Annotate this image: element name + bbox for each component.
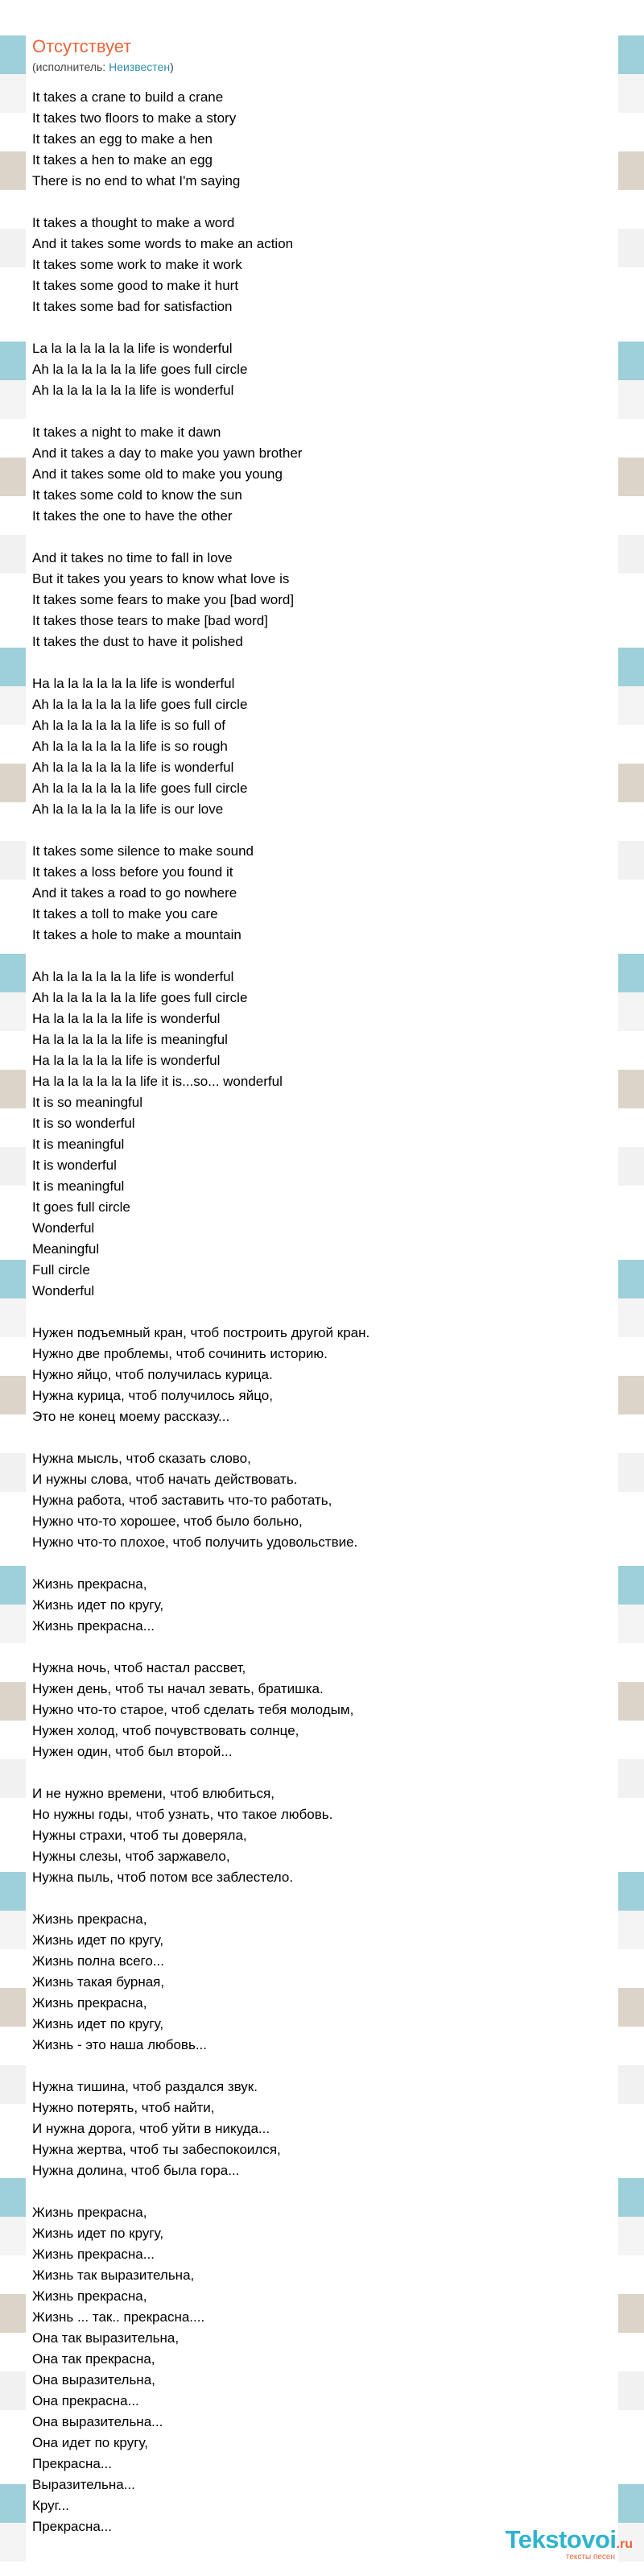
- lyric-line: Она так выразительна,: [32, 2330, 180, 2346]
- lyric-line: Жизнь прекрасна...: [32, 1618, 155, 1634]
- lyric-line: Жизнь - это наша любовь...: [32, 2037, 207, 2052]
- lyric-line: И не нужно времени, чтоб влюбиться,: [32, 1786, 275, 1801]
- lyric-line: It takes some fears to make you [bad word]: [32, 592, 295, 607]
- lyric-line: And it takes a road to go nowhere: [32, 885, 237, 901]
- lyric-line: There is no end to what I'm saying: [32, 173, 241, 188]
- lyric-line: И нужны слова, чтоб начать действовать.: [32, 1472, 298, 1487]
- lyric-line: It takes some cold to know the sun: [32, 487, 242, 503]
- lyric-line: It takes those tears to make [bad word]: [32, 613, 268, 628]
- lyric-line: Нужна пыль, чтоб потом все заблестело.: [32, 1870, 294, 1885]
- lyric-line: It takes an egg to make a hen: [32, 131, 213, 147]
- lyric-line: Жизнь идет по кругу,: [32, 1597, 164, 1613]
- lyric-line: It goes full circle: [32, 1199, 130, 1215]
- lyric-line: Она выразительна...: [32, 2414, 163, 2429]
- lyric-line: It is wonderful: [32, 1158, 117, 1173]
- lyric-line: Нужна тишина, чтоб раздался звук.: [32, 2079, 258, 2094]
- lyric-line: Прекрасна...: [32, 2456, 112, 2471]
- lyric-line: Но нужны годы, чтоб узнать, что такое любовь.: [32, 1807, 333, 1822]
- lyrics-stanza: [32, 338, 618, 401]
- lyrics-stanza: [32, 548, 618, 652]
- lyrics-stanza: [32, 1658, 618, 1762]
- artist-suffix: ): [170, 60, 174, 73]
- lyric-line: Жизнь полна всего...: [32, 1953, 164, 1969]
- lyric-line: Ah la la la la la la life goes full circle: [32, 697, 248, 712]
- lyric-line: Full circle: [32, 1262, 90, 1278]
- lyrics-stanza: [32, 841, 618, 946]
- lyric-line: Нужно потерять, чтоб найти,: [32, 2100, 215, 2115]
- lyric-line: It is meaningful: [32, 1178, 125, 1194]
- lyric-line: Ah la la la la la la life goes full circle: [32, 362, 248, 377]
- lyric-line: Meaningful: [32, 1241, 100, 1257]
- lyric-line: And it takes a day to make you yawn brother: [32, 445, 303, 461]
- lyric-line: Ah la la la la la la life is so rough: [32, 739, 228, 754]
- lyric-line: It takes a toll to make you care: [32, 906, 218, 921]
- lyrics-text: [26, 87, 618, 2537]
- logo-tagline: тексты песен: [565, 2553, 615, 2562]
- lyric-line: Прекрасна...: [32, 2519, 112, 2534]
- lyrics-stanza: [32, 1783, 618, 1888]
- lyric-line: And it takes no time to fall in love: [32, 550, 233, 565]
- lyric-line: Нужна мысль, чтоб сказать слово,: [32, 1451, 251, 1466]
- lyric-line: Ah la la la la la la life goes full circle: [32, 781, 248, 796]
- lyric-line: It takes some good to make it hurt: [32, 278, 239, 293]
- lyrics-stanza: [32, 1448, 618, 1553]
- lyric-line: Wonderful: [32, 1220, 95, 1236]
- lyric-line: It takes some silence to make sound: [32, 843, 254, 859]
- lyric-line: Жизнь такая бурная,: [32, 1974, 165, 1990]
- lyric-line: Жизнь прекрасна,: [32, 2205, 147, 2220]
- lyric-line: It takes the one to have the other: [32, 508, 233, 524]
- lyric-line: Она так прекрасна,: [32, 2351, 155, 2367]
- lyric-line: But it takes you years to know what love is: [32, 571, 290, 586]
- lyric-line: Жизнь идет по кругу,: [32, 2226, 164, 2241]
- lyric-line: Нужно две проблемы, чтоб сочинить историю.: [32, 1346, 328, 1361]
- lyric-line: Ah la la la la la la life goes full circle: [32, 990, 248, 1005]
- lyric-line: La la la la la la la life is wonderful: [32, 341, 233, 356]
- lyric-line: It takes two floors to make a story: [32, 110, 237, 126]
- song-header: [26, 0, 618, 74]
- logo-tld: .ru: [616, 2537, 633, 2551]
- lyrics-stanza: [32, 213, 618, 317]
- lyric-line: Жизнь прекрасна,: [32, 1995, 147, 2011]
- lyric-line: Она прекрасна...: [32, 2393, 139, 2408]
- lyric-line: Круг...: [32, 2498, 69, 2513]
- lyric-line: Нужен день, чтоб ты начал зевать, братишка.: [32, 1681, 324, 1696]
- lyric-line: Нужно яйцо, чтоб получилась курица.: [32, 1367, 273, 1382]
- lyric-line: И нужна дорога, чтоб уйти в никуда...: [32, 2121, 270, 2136]
- lyric-line: Жизнь ... так.. прекрасна....: [32, 2309, 205, 2325]
- lyric-line: Жизнь идет по кругу,: [32, 1932, 164, 1948]
- lyric-line: Нужно что-то хорошее, чтоб было больно,: [32, 1514, 303, 1529]
- lyric-line: It is so wonderful: [32, 1116, 135, 1131]
- lyric-line: Нужна курица, чтоб получилось яйцо,: [32, 1388, 273, 1403]
- lyric-line: Нужно что-то плохое, чтоб получить удовольствие.: [32, 1534, 358, 1550]
- lyric-line: Это не конец моему рассказу...: [32, 1409, 230, 1424]
- lyrics-stanza: [32, 2077, 618, 2181]
- lyrics-stanza: [32, 1909, 618, 2056]
- lyric-line: It takes a night to make it dawn: [32, 425, 221, 440]
- lyric-line: Ha la la la la la life is wonderful: [32, 1011, 221, 1026]
- lyrics-stanza: [32, 87, 618, 192]
- lyric-line: Нужен холод, чтоб почувствовать солнце,: [32, 1723, 299, 1738]
- lyric-line: Жизнь так выразительна,: [32, 2267, 195, 2283]
- lyric-line: Нужна ночь, чтоб настал рассвет,: [32, 1660, 246, 1675]
- lyric-line: Ha la la la la la life is meaningful: [32, 1032, 228, 1047]
- lyric-line: Ah la la la la la la life is our love: [32, 801, 224, 817]
- lyric-line: Ah la la la la la la life is wonderful: [32, 969, 234, 984]
- artist-prefix: (исполнитель:: [32, 60, 109, 73]
- site-logo[interactable]: [506, 2527, 633, 2562]
- lyric-line: Нужна работа, чтоб заставить что-то работать,: [32, 1493, 332, 1508]
- lyric-line: Нужна долина, чтоб была гора...: [32, 2163, 240, 2178]
- lyrics-stanza: [32, 2202, 618, 2537]
- lyric-line: Ah la la la la la la life is wonderful: [32, 760, 234, 775]
- lyric-line: It takes some work to make it work: [32, 257, 242, 272]
- lyric-line: Ha la la la la la la life is wonderful: [32, 676, 235, 691]
- artist-link[interactable]: Неизвестен: [109, 60, 171, 73]
- lyric-line: It takes a loss before you found it: [32, 864, 233, 880]
- lyric-line: Нужен подъемный кран, чтоб построить другой кран.: [32, 1325, 370, 1340]
- lyric-line: Wonderful: [32, 1283, 95, 1298]
- lyric-line: Нужна жертва, чтоб ты забеспокоился,: [32, 2142, 281, 2157]
- song-title: Отсутствует: [32, 36, 132, 56]
- lyric-line: Нужны страхи, чтоб ты доверяла,: [32, 1828, 247, 1843]
- lyric-line: It takes some bad for satisfaction: [32, 299, 233, 314]
- lyric-line: Ha la la la la la la life it is...so... wonderful: [32, 1074, 283, 1089]
- lyrics-stanza: [32, 1574, 618, 1637]
- lyric-line: Ah la la la la la la life is so full of: [32, 718, 226, 733]
- lyric-line: Она выразительна,: [32, 2372, 155, 2388]
- lyric-line: Нужен один, чтоб был второй...: [32, 1744, 233, 1759]
- lyric-line: Нужны слезы, чтоб заржавело,: [32, 1849, 230, 1864]
- lyric-line: Ah la la la la la la life is wonderful: [32, 383, 234, 398]
- lyrics-stanza: [32, 422, 618, 527]
- artist-line: [32, 60, 618, 74]
- lyric-line: It is so meaningful: [32, 1095, 143, 1110]
- lyric-line: Она идет по кругу,: [32, 2435, 148, 2450]
- lyrics-stanza: [32, 967, 618, 1302]
- lyric-line: Жизнь прекрасна...: [32, 2247, 155, 2262]
- logo-name: Tekstovoi: [505, 2525, 617, 2553]
- lyrics-page: [26, 0, 618, 2576]
- lyric-line: Нужно что-то старое, чтоб сделать тебя молодым,: [32, 1702, 354, 1717]
- lyric-line: It takes a hole to make a mountain: [32, 927, 242, 942]
- lyrics-stanza: [32, 1323, 618, 1427]
- lyric-line: It takes a hen to make an egg: [32, 152, 213, 168]
- lyric-line: Жизнь прекрасна,: [32, 1911, 147, 1927]
- lyric-line: Выразительна...: [32, 2477, 135, 2492]
- lyric-line: It is meaningful: [32, 1137, 125, 1152]
- lyric-line: And it takes some words to make an action: [32, 236, 294, 251]
- lyric-line: It takes a crane to build a crane: [32, 89, 224, 105]
- lyric-line: Ha la la la la la life is wonderful: [32, 1053, 221, 1068]
- lyrics-stanza: [32, 673, 618, 820]
- lyric-line: It takes a thought to make a word: [32, 215, 235, 230]
- lyric-line: It takes the dust to have it polished: [32, 634, 243, 649]
- lyric-line: Жизнь идет по кругу,: [32, 2016, 164, 2031]
- lyric-line: Жизнь прекрасна,: [32, 2288, 147, 2304]
- lyric-line: Жизнь прекрасна,: [32, 1576, 147, 1592]
- lyric-line: And it takes some old to make you young: [32, 466, 283, 482]
